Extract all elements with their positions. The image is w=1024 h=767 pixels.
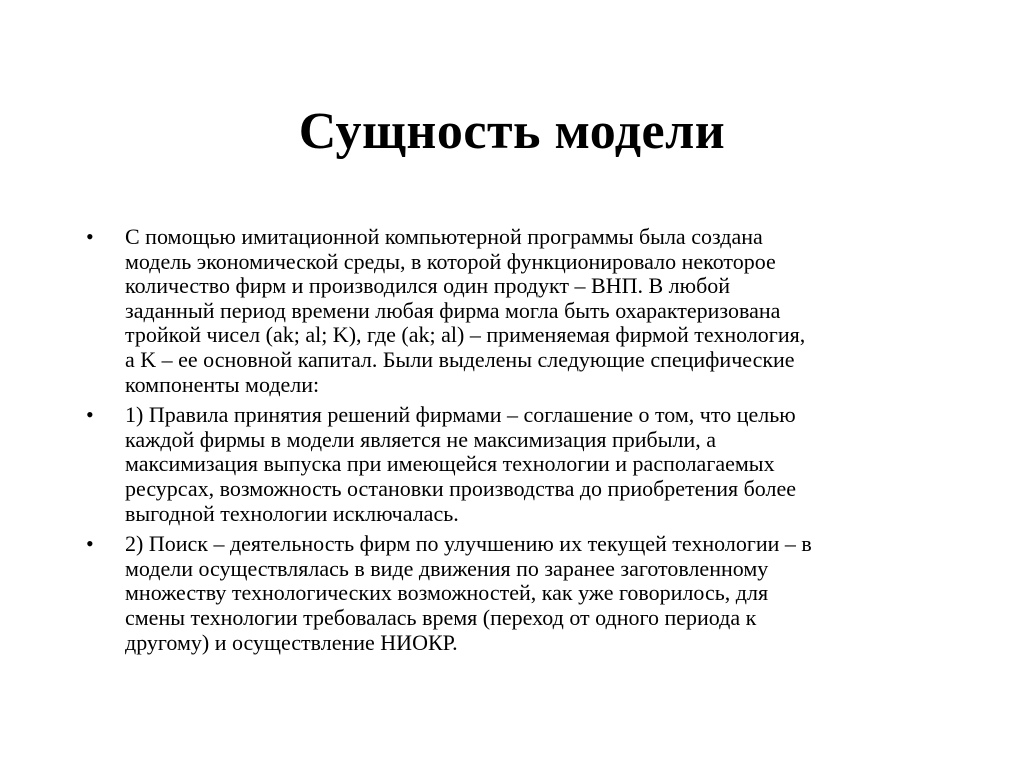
slide-title: Сущность модели: [298, 103, 726, 160]
bullet-line: ресурсах, возможность остановки производства до приобретения более: [125, 475, 797, 501]
bullet-item-3: [86, 532, 946, 655]
bullet-line: модель экономической среды, в которой функционировало некоторое: [125, 248, 776, 274]
bullet-line: тройкой чисел (ak; al; K), где (ak; al) – применяемая фирмой технология,: [125, 322, 806, 348]
bullet-item-1: [86, 225, 946, 397]
bullet-line: компоненты модели:: [125, 371, 320, 397]
bullet-icon: •: [86, 402, 94, 428]
bullet-line: множеству технологических возможностей, как уже говорилось, для: [125, 580, 769, 606]
bullet-line: смены технологии требовалась время (переход от одного периода к: [125, 604, 757, 630]
bullet-line: 1) Правила принятия решений фирмами – соглашение о том, что целью: [125, 402, 796, 428]
bullet-item-2: [86, 403, 946, 526]
bullet-icon: •: [86, 224, 94, 249]
bullet-line: а K – ее основной капитал. Были выделены следующие специфические: [125, 346, 795, 372]
bullet-line: С помощью имитационной компьютерной программы была создана: [125, 224, 763, 249]
bullet-line: количество фирм и производился один продукт – ВНП. В любой: [125, 273, 731, 299]
bullet-list: [86, 225, 946, 661]
bullet-line: каждой фирмы в модели является не максимизация прибыли, а: [125, 426, 717, 452]
bullet-icon: •: [86, 531, 94, 557]
bullet-line: выгодной технологии исключалась.: [125, 500, 459, 526]
bullet-line: заданный период времени любая фирма могла быть охарактеризована: [125, 297, 781, 323]
bullet-line: модели осуществлялась в виде движения по заранее заготовленному: [125, 555, 769, 581]
bullet-line: максимизация выпуска при имеющейся технологии и располагаемых: [125, 451, 775, 477]
bullet-line: 2) Поиск – деятельность фирм по улучшению их текущей технологии – в: [125, 531, 812, 557]
bullet-line: другому) и осуществление НИОКР.: [125, 629, 458, 655]
